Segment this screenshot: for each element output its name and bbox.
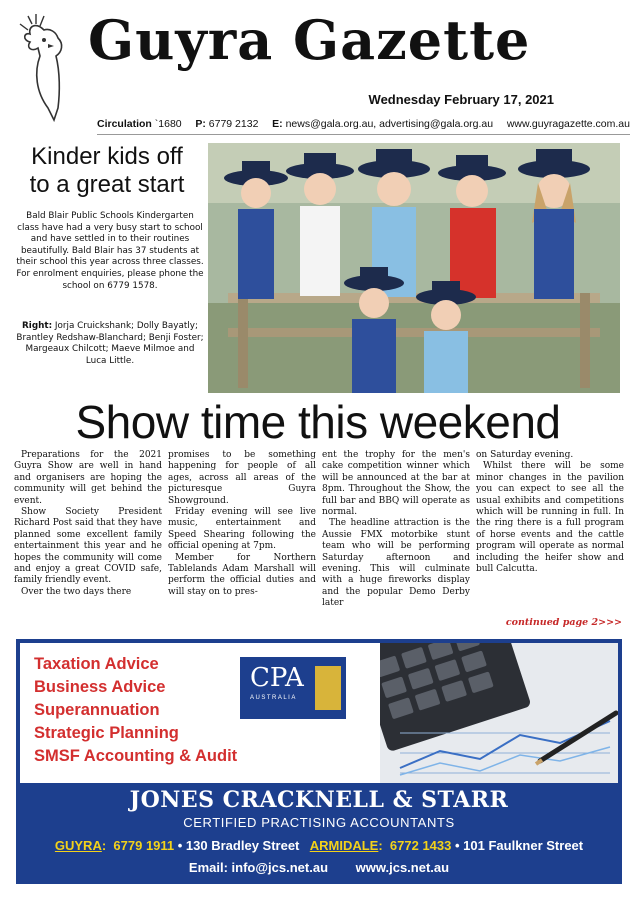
firm-name: JONES CRACKNELL & STARR [129, 787, 509, 813]
firm-email[interactable]: Email: info@jcs.net.au [188, 860, 329, 875]
armidale-phone: 6772 1433 [389, 838, 452, 853]
article-column-4: on Saturday evening. Whilst there will be some minor changes in the pavilion you can expect to see all the usual exhibits and competitions which will be running in full. In the ring there is a full program of horse events and the cattle program will operate as normal including the heifer show and bull Calcutta. [476, 450, 624, 575]
services-list [34, 653, 237, 768]
guyra-label: GUYRA [54, 838, 102, 853]
firm-subtitle: CERTIFIED PRACTISING ACCOUNTANTS [183, 815, 455, 830]
ad-banner [20, 643, 618, 783]
service-item: Strategic Planning [34, 724, 179, 742]
kinder-body: Bald Blair Public Schools Kindergarten class have had a very busy start to school and have settled in to their routines beautifully. Bald Blair has 37 students at their school this year across three classes. For enrolment enquiries, please phone the school on 6779 1578. [16, 211, 204, 291]
cpa-australia-logo: CPA AUSTRALIA [240, 657, 346, 719]
circulation: Circulation `1680 [97, 118, 182, 130]
phone: P: 6779 2132 [195, 118, 259, 130]
article-column-3: ent the trophy for the men's cake competition winner which will be announced at the bar at 8pm. Throughout the Show, the full bar and BBQ will operate as normal. The headline attraction is the Aussie FMX motorbike stunt team who will be performing Saturday afternoon and evening. This will culminate with a huge fireworks display and the popular Demo Derby later [322, 450, 470, 609]
website-link[interactable]: www.guyragazette.com.au [506, 118, 630, 130]
office-addresses: GUYRA: 6779 1911 • 130 Bradley Street ARMIDALE: 6772 1433 • 101 Faulkner Street [54, 838, 584, 853]
email: E: news@gala.org.au, advertising@gala.org.au [272, 118, 494, 130]
info-bar [97, 118, 630, 134]
guyra-phone: 6779 1911 [113, 838, 175, 853]
show-article [14, 450, 624, 632]
issue-date: Wednesday February 17, 2021 [368, 92, 554, 107]
cockatoo-logo-icon [14, 12, 94, 124]
crest-icon [315, 666, 341, 710]
armidale-label: ARMIDALE [309, 838, 379, 853]
show-headline: Show time this weekend [75, 396, 561, 448]
article-column-2: promises to be something happening for people of all ages, across all areas of the picturesque Guyra Showground. Friday evening will see live music, entertainment and Speed Shearing following the official opening at 7pm. Member for Northern Tablelands Adam Marshall will perform the official duties and will stay on to pres- [168, 450, 316, 597]
service-item: Superannuation [34, 701, 160, 719]
continued-link[interactable]: continued page 2>>> [505, 617, 622, 628]
kinder-class-photo [208, 143, 620, 393]
firm-website[interactable]: www.jcs.net.au [355, 860, 450, 875]
masthead-title: Guyra Gazette [88, 8, 531, 72]
masthead-divider [97, 134, 630, 135]
service-item: Business Advice [34, 678, 166, 696]
kinder-headline: Kinder kids off to a great start [29, 143, 185, 198]
kinder-caption: Right: Jorja Cruickshank; Dolly Bayatly; Brantley Redshaw-Blanchard; Benji Foster; Margeaux Chilcott; Maeve Milmoe and Luca Little. [16, 321, 204, 366]
article-column-1: Preparations for the 2021 Guyra Show are well in hand and organisers are hoping the community will get behind the event. Show Society President Richard Post said that they have planned some excellent family entertainment this year and he hopes the community will come and enjoy a great COVID safe, family friendly event. Over the two days there [14, 450, 162, 597]
service-item: Taxation Advice [34, 655, 159, 673]
armidale-address: • 101 Faulkner Street [455, 838, 584, 853]
calculator-chart-image [380, 643, 618, 783]
guyra-address: • 130 Bradley Street [177, 838, 300, 853]
service-item: SMSF Accounting & Audit [34, 747, 238, 765]
jcs-advertisement [16, 639, 622, 884]
firm-contact [16, 860, 622, 875]
